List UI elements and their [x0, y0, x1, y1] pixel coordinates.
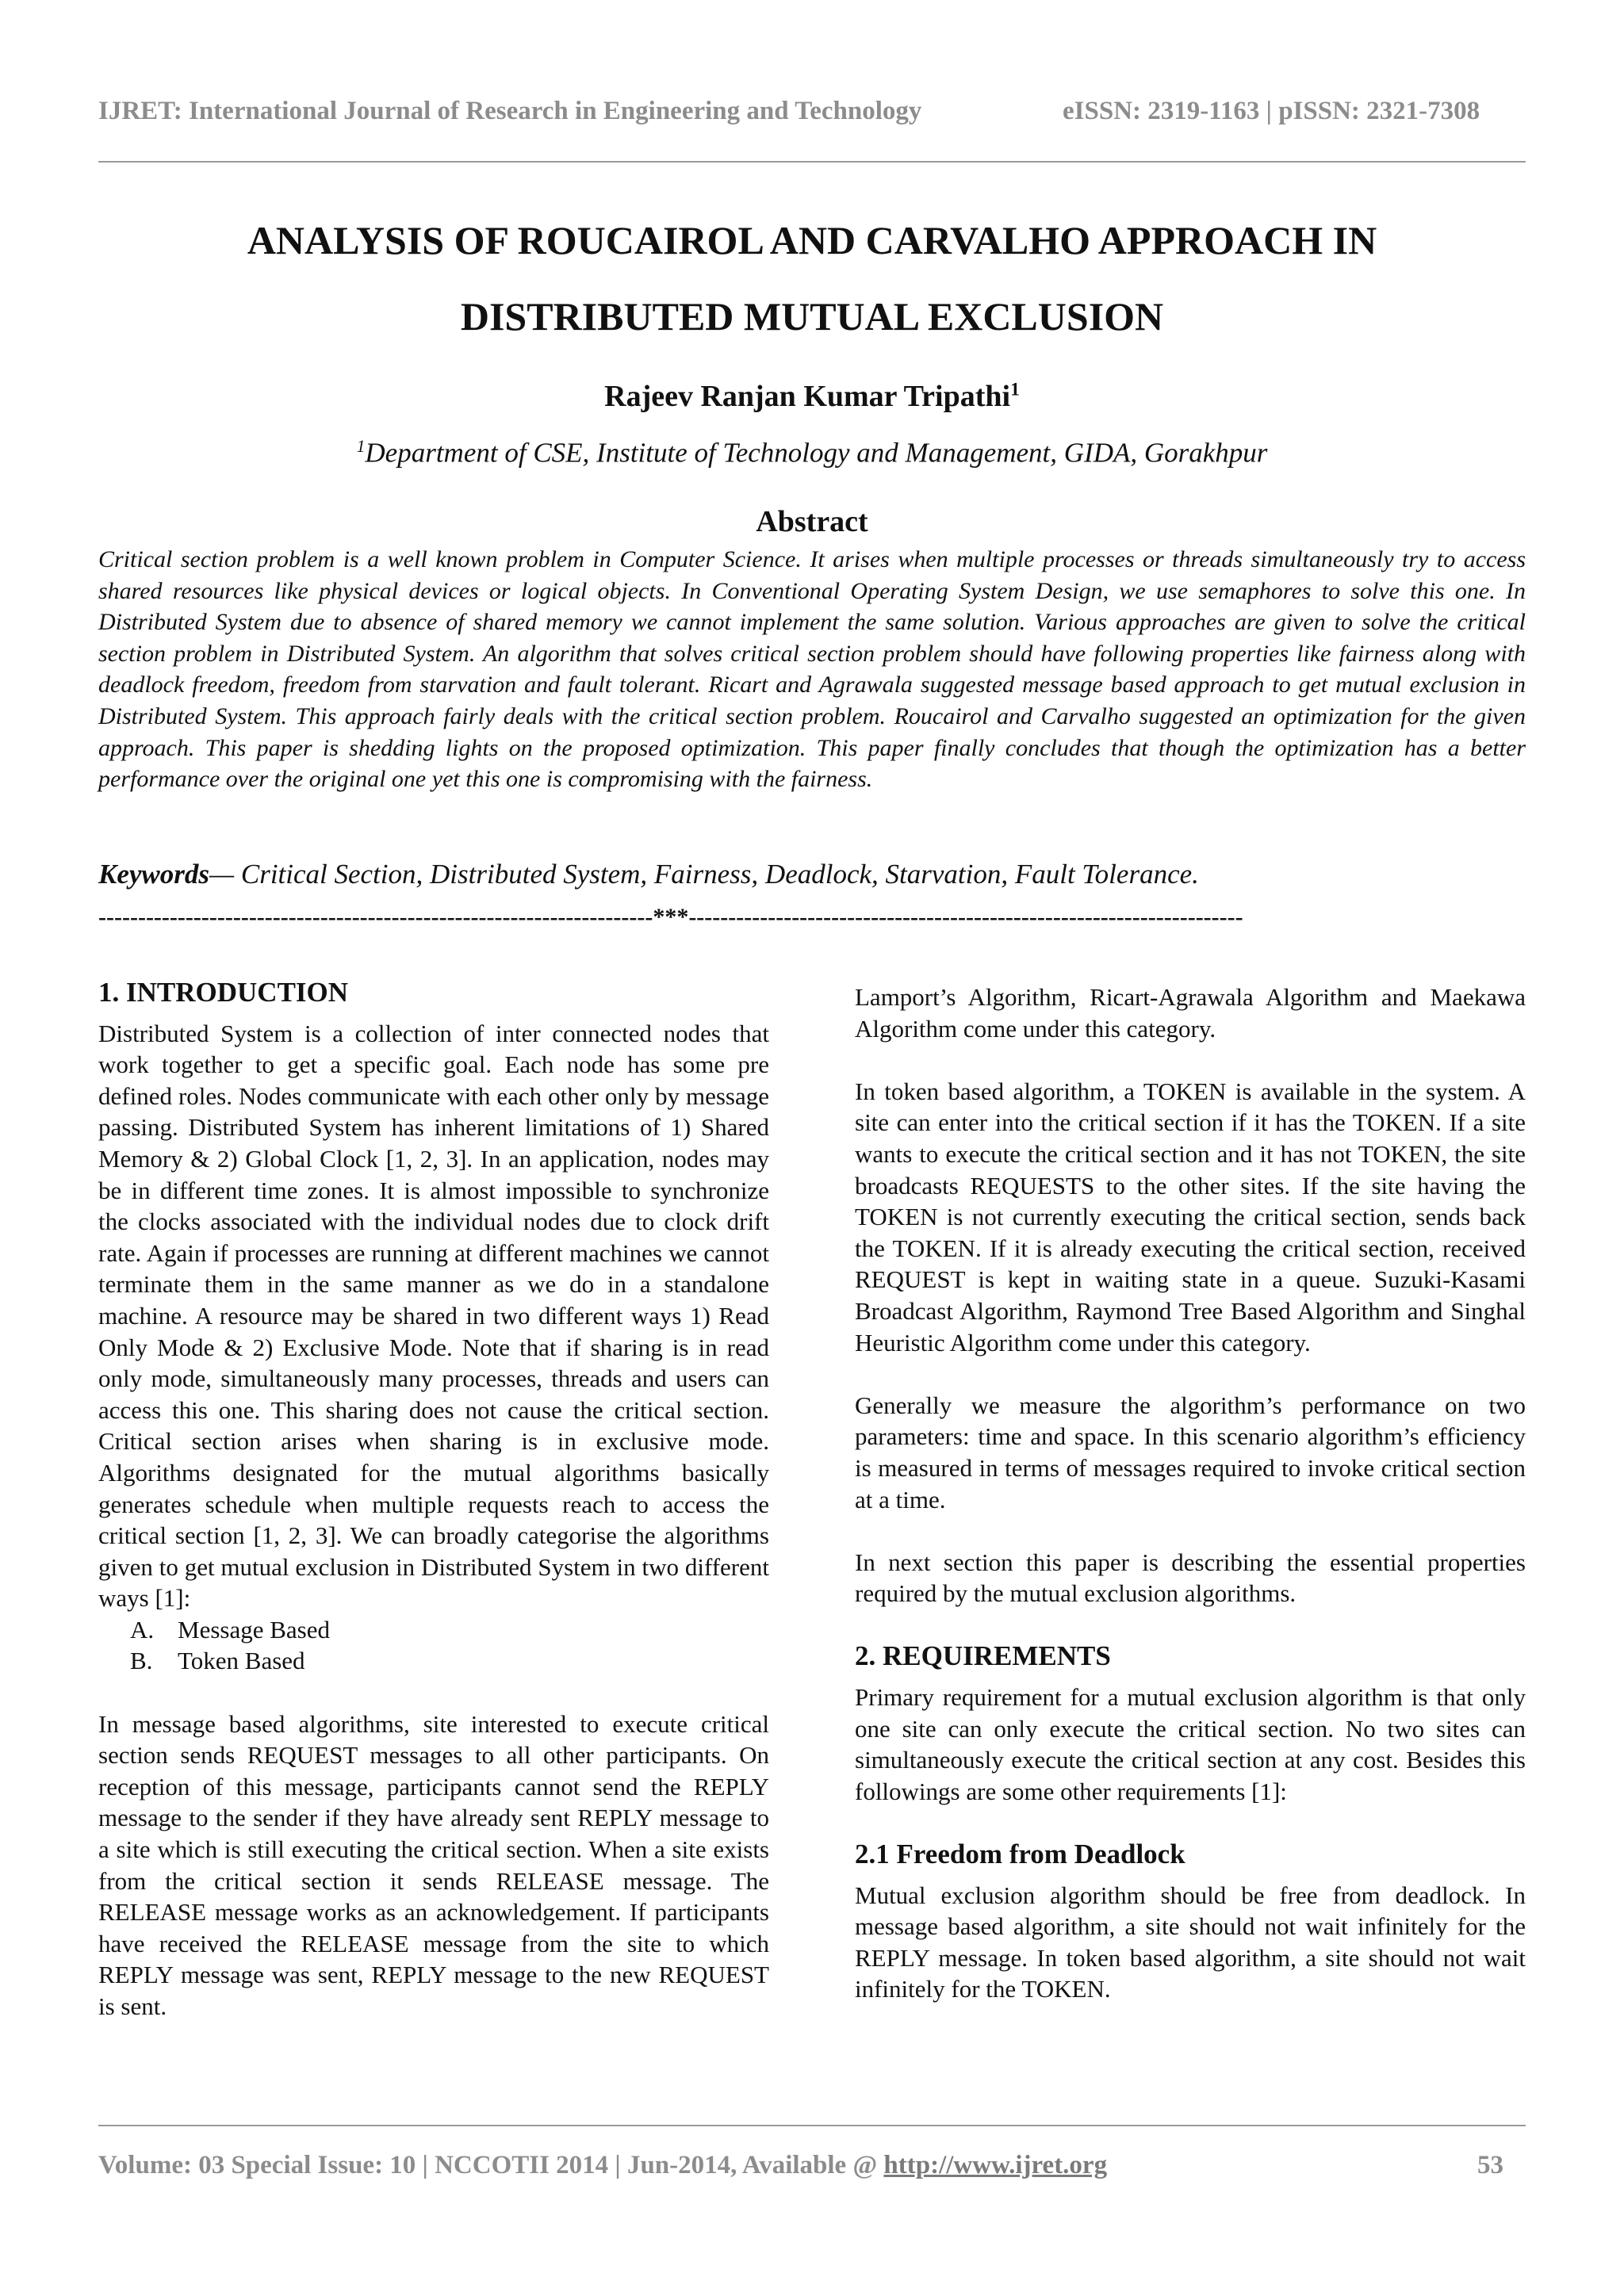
header-rule	[98, 161, 1526, 163]
author-sup: 1	[1010, 379, 1020, 400]
right-paragraph-3: Generally we measure the algorithm’s performance on two parameters: time and space. In this scenario algorithm’s efficiency is measured in terms of messages required to invoke critical section at a time.	[855, 1391, 1526, 1513]
affiliation	[98, 437, 1526, 469]
left-column	[98, 977, 769, 2053]
requirements-paragraph: Primary requirement for a mutual exclusion algorithm is that only one site can only execute the critical section. No two sites can simultaneously execute the critical section at any cost. Besides this followings are some other requirements [1]:	[855, 1683, 1526, 1805]
abstract-text: Critical section problem is a well known problem in Computer Science. It arises when multiple processes or threads simultaneously try to access shared resources like physical devices or logical objects. In Conventional Operating System Design, we use semaphores to solve this one. In Distributed System due to absence of shared memory we cannot implement the same solution. Various approaches are given to solve the critical section problem in Distributed System. An algorithm that solves critical section problem should have following properties like fairness along with deadlock freedom, freedom from starvation and fault tolerant. Ricart and Agrawala suggested message based approach to get mutual exclusion in Distributed System. This approach fairly deals with the critical section problem. Roucairol and Carvalho suggested an optimization for the given approach. This paper is shedding lights on the proposed optimization. This paper finally concludes that though the optimization has a better performance over the original one yet this one is compromising with the fairness.	[98, 546, 1526, 793]
deadlock-subheading: 2.1 Freedom from Deadlock	[855, 1839, 1185, 1870]
right-paragraph-4: In next section this paper is describing the essential properties required by the mutual exclusion algorithms.	[855, 1548, 1526, 1608]
affiliation-sup: 1	[356, 437, 366, 456]
requirements-heading: 2. REQUIREMENTS	[855, 1640, 1111, 1672]
title-line-1: ANALYSIS OF ROUCAIROL AND CARVALHO APPROACH IN	[247, 218, 1377, 262]
list-text: Message Based	[178, 1615, 330, 1644]
keywords-label: Keywords	[98, 859, 209, 890]
running-header	[98, 97, 1526, 126]
title-line-2: DISTRIBUTED MUTUAL EXCLUSION	[460, 294, 1164, 339]
approach-list	[98, 1614, 769, 1677]
running-footer	[98, 2151, 1526, 2180]
deadlock-paragraph: Mutual exclusion algorithm should be free from deadlock. In message based algorithm, a site should not wait infinitely for the REPLY message. In token based algorithm, a site should not wait infinitely for the TOKEN.	[855, 1881, 1526, 2003]
footer-rule	[98, 2125, 1526, 2126]
right-paragraph-1: Lamport’s Algorithm, Ricart-Agrawala Algorithm and Maekawa Algorithm come under this category.	[855, 983, 1526, 1043]
list-marker: A.	[130, 1615, 155, 1644]
section-separator: ----------------------------------------------------------------------***----------------------------------------------------------------------	[98, 904, 1243, 930]
abstract-heading: Abstract	[756, 505, 868, 538]
introduction-heading: 1. INTRODUCTION	[98, 977, 349, 1008]
page-number: 53	[1477, 2151, 1503, 2179]
list-item	[130, 1614, 769, 1646]
affiliation-text: Department of CSE, Institute of Technology and Management, GIDA, Gorakhpur	[365, 437, 1268, 469]
paper-title	[98, 202, 1526, 354]
author	[98, 379, 1526, 414]
list-text: Token Based	[178, 1647, 305, 1675]
author-name: Rajeev Ranjan Kumar Tripathi	[604, 380, 1011, 413]
footer-text: Volume: 03 Special Issue: 10 | NCCOTII 2014 | Jun-2014, Available @	[98, 2151, 884, 2179]
issn-numbers: eISSN: 2319-1163 | pISSN: 2321-7308	[1063, 97, 1480, 125]
list-item	[130, 1645, 769, 1677]
journal-link[interactable]: http://www.ijret.org	[883, 2151, 1108, 2179]
introduction-paragraph-1: Distributed System is a collection of inter connected nodes that work together to get a specific goal. Each node has some pre defined roles. Nodes communicate with each other only by message passing. Distributed System has inherent limitations of 1) Shared Memory & 2) Global Clock [1, 2, 3]. In an application, nodes may be in different time zones. It is almost impossible to synchronize the clocks associated with the individual nodes due to clock drift rate. Again if processes are running at different machines we cannot terminate them in the same manner as we do in a standalone machine. A resource may be shared in two different ways 1) Read Only Mode & 2) Exclusive Mode. Note that if sharing is in read only mode, simultaneously many processes, threads and users can access this one. This sharing does not cause the critical section. Critical section arises when sharing is in exclusive mode. Algorithms designated for the mutual algorithms basically generates schedule when multiple requests reach to access the critical section [1, 2, 3]. We can broadly categorise the algorithms given to get mutual exclusion in Distributed System in two different ways [1]:	[98, 1019, 769, 1613]
list-marker: B.	[130, 1647, 153, 1675]
keywords-text: — Critical Section, Distributed System, Fairness, Deadlock, Starvation, Fault Tolerance.	[209, 859, 1199, 890]
right-column	[855, 982, 1526, 2037]
keywords	[98, 859, 1526, 890]
right-paragraph-2: In token based algorithm, a TOKEN is available in the system. A site can enter into the critical section if it has the TOKEN. If a site wants to execute the critical section and it has not TOKEN, the site broadcasts REQUESTS to the other sites. If the site having the TOKEN is not currently executing the critical section, sends back the TOKEN. If it is already executing the critical section, received REQUEST is kept in waiting state in a queue. Suzuki-Kasami Broadcast Algorithm, Raymond Tree Based Algorithm and Singhal Heuristic Algorithm come under this category.	[855, 1077, 1526, 1357]
introduction-paragraph-2: In message based algorithms, site interested to execute critical section sends REQUEST messages to all other participants. On reception of this message, participants cannot send the REPLY message to the sender if they have already sent REPLY message to a site which is still executing the critical section. When a site exists from the critical section it sends RELEASE message. The RELEASE message works as an acknowledgement. If participants have received the RELEASE message from the site to which REPLY message was sent, REPLY message to the new REQUEST is sent.	[98, 1709, 769, 2020]
journal-name: IJRET: International Journal of Research in Engineering and Technology	[98, 97, 922, 125]
